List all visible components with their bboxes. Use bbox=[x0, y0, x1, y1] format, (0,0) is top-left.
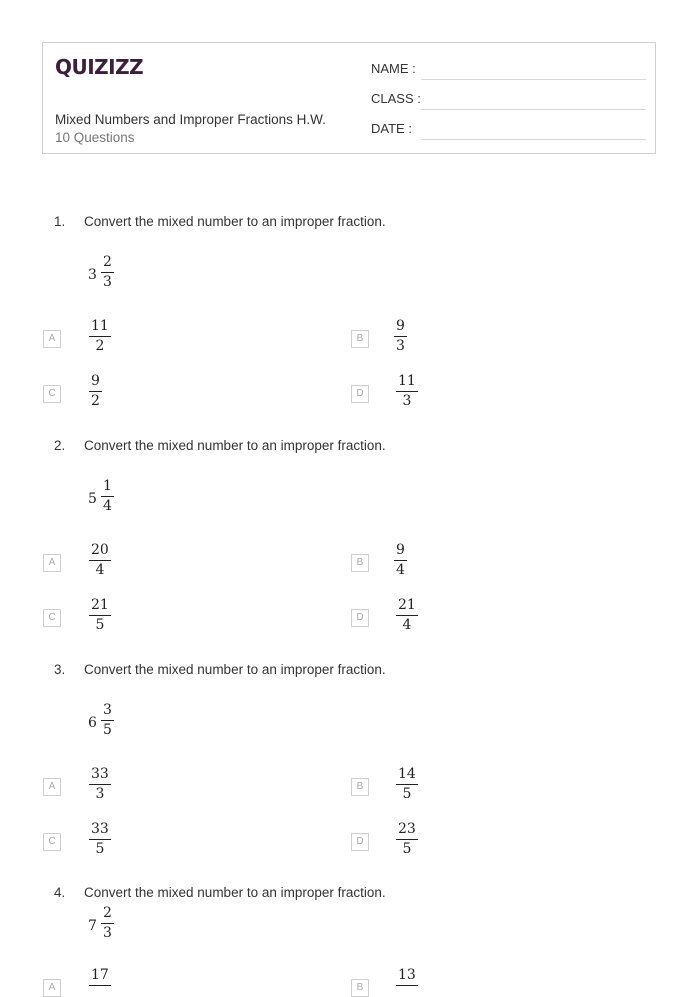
denominator: 2 bbox=[91, 393, 100, 409]
option-letter-c[interactable]: C bbox=[43, 833, 61, 851]
numerator: 17 bbox=[89, 967, 111, 986]
option-b-fraction[interactable] bbox=[396, 967, 418, 986]
mixed-whole: 5 bbox=[88, 491, 97, 507]
option-a-fraction[interactable] bbox=[89, 967, 111, 986]
question-number: 1. bbox=[54, 214, 66, 229]
option-b-fraction[interactable] bbox=[394, 318, 407, 355]
option-d-fraction[interactable] bbox=[396, 373, 418, 410]
class-label: CLASS : bbox=[371, 91, 421, 106]
option-letter-a[interactable]: A bbox=[43, 979, 61, 997]
numerator: 21 bbox=[396, 597, 418, 616]
mixed-fraction bbox=[101, 478, 114, 515]
numerator: 9 bbox=[394, 318, 407, 337]
numerator: 11 bbox=[396, 373, 418, 392]
numerator: 3 bbox=[101, 702, 114, 721]
denominator: 4 bbox=[402, 617, 412, 633]
question-text: Convert the mixed number to an improper fraction. bbox=[84, 214, 386, 229]
denominator: 3 bbox=[95, 786, 105, 802]
option-d-fraction[interactable] bbox=[396, 597, 418, 634]
denominator: 4 bbox=[103, 498, 112, 514]
option-letter-d[interactable]: D bbox=[351, 833, 369, 851]
question-count: 10 Questions bbox=[55, 130, 135, 145]
numerator: 33 bbox=[89, 821, 111, 840]
numerator: 11 bbox=[89, 318, 111, 337]
numerator: 14 bbox=[396, 766, 418, 785]
denominator: 5 bbox=[402, 786, 412, 802]
denominator: 3 bbox=[103, 274, 112, 290]
option-letter-c[interactable]: C bbox=[43, 385, 61, 403]
question-number: 4. bbox=[54, 885, 66, 900]
option-letter-a[interactable]: A bbox=[43, 330, 61, 348]
date-label: DATE : bbox=[371, 121, 412, 136]
mixed-whole: 6 bbox=[88, 715, 97, 731]
option-d-fraction[interactable] bbox=[396, 821, 418, 858]
mixed-fraction bbox=[101, 702, 114, 739]
mixed-whole: 3 bbox=[88, 267, 97, 283]
option-a-fraction[interactable] bbox=[89, 542, 111, 579]
option-b-fraction[interactable] bbox=[396, 766, 418, 803]
denominator: 5 bbox=[402, 841, 412, 857]
option-letter-d[interactable]: D bbox=[351, 385, 369, 403]
option-letter-a[interactable]: A bbox=[43, 778, 61, 796]
option-letter-b[interactable]: B bbox=[351, 979, 369, 997]
denominator: 3 bbox=[402, 393, 412, 409]
numerator: 13 bbox=[396, 967, 418, 986]
date-field[interactable] bbox=[421, 139, 646, 140]
class-field[interactable] bbox=[421, 109, 646, 110]
denominator: 4 bbox=[396, 562, 405, 578]
mixed-whole: 7 bbox=[88, 918, 97, 934]
option-letter-b[interactable]: B bbox=[351, 330, 369, 348]
option-letter-b[interactable]: B bbox=[351, 778, 369, 796]
numerator: 20 bbox=[89, 542, 111, 561]
numerator: 1 bbox=[101, 478, 114, 497]
numerator: 33 bbox=[89, 766, 111, 785]
denominator: 5 bbox=[95, 841, 105, 857]
numerator: 2 bbox=[101, 254, 114, 273]
option-c-fraction[interactable] bbox=[89, 373, 102, 410]
question-text: Convert the mixed number to an improper fraction. bbox=[84, 885, 386, 900]
option-a-fraction[interactable] bbox=[89, 318, 111, 355]
numerator: 9 bbox=[394, 542, 407, 561]
worksheet-header bbox=[42, 42, 656, 154]
denominator: 2 bbox=[95, 338, 105, 354]
quizizz-logo: QUIZIZZ bbox=[55, 55, 144, 79]
mixed-fraction bbox=[101, 254, 114, 291]
numerator: 23 bbox=[396, 821, 418, 840]
option-letter-c[interactable]: C bbox=[43, 609, 61, 627]
question-text: Convert the mixed number to an improper fraction. bbox=[84, 438, 386, 453]
name-field[interactable] bbox=[421, 79, 646, 80]
option-letter-b[interactable]: B bbox=[351, 554, 369, 572]
question-text: Convert the mixed number to an improper fraction. bbox=[84, 662, 386, 677]
numerator: 2 bbox=[101, 905, 114, 924]
option-c-fraction[interactable] bbox=[89, 821, 111, 858]
option-b-fraction[interactable] bbox=[394, 542, 407, 579]
worksheet-title: Mixed Numbers and Improper Fractions H.W. bbox=[55, 112, 326, 127]
option-a-fraction[interactable] bbox=[89, 766, 111, 803]
name-label: NAME : bbox=[371, 61, 416, 76]
question-number: 3. bbox=[54, 662, 66, 677]
denominator: 5 bbox=[103, 722, 112, 738]
numerator: 21 bbox=[89, 597, 111, 616]
denominator: 4 bbox=[95, 562, 105, 578]
denominator: 5 bbox=[95, 617, 105, 633]
question-number: 2. bbox=[54, 438, 66, 453]
numerator: 9 bbox=[89, 373, 102, 392]
denominator: 3 bbox=[103, 925, 112, 941]
option-letter-a[interactable]: A bbox=[43, 554, 61, 572]
denominator: 3 bbox=[396, 338, 405, 354]
option-c-fraction[interactable] bbox=[89, 597, 111, 634]
option-letter-d[interactable]: D bbox=[351, 609, 369, 627]
mixed-fraction bbox=[101, 905, 114, 942]
